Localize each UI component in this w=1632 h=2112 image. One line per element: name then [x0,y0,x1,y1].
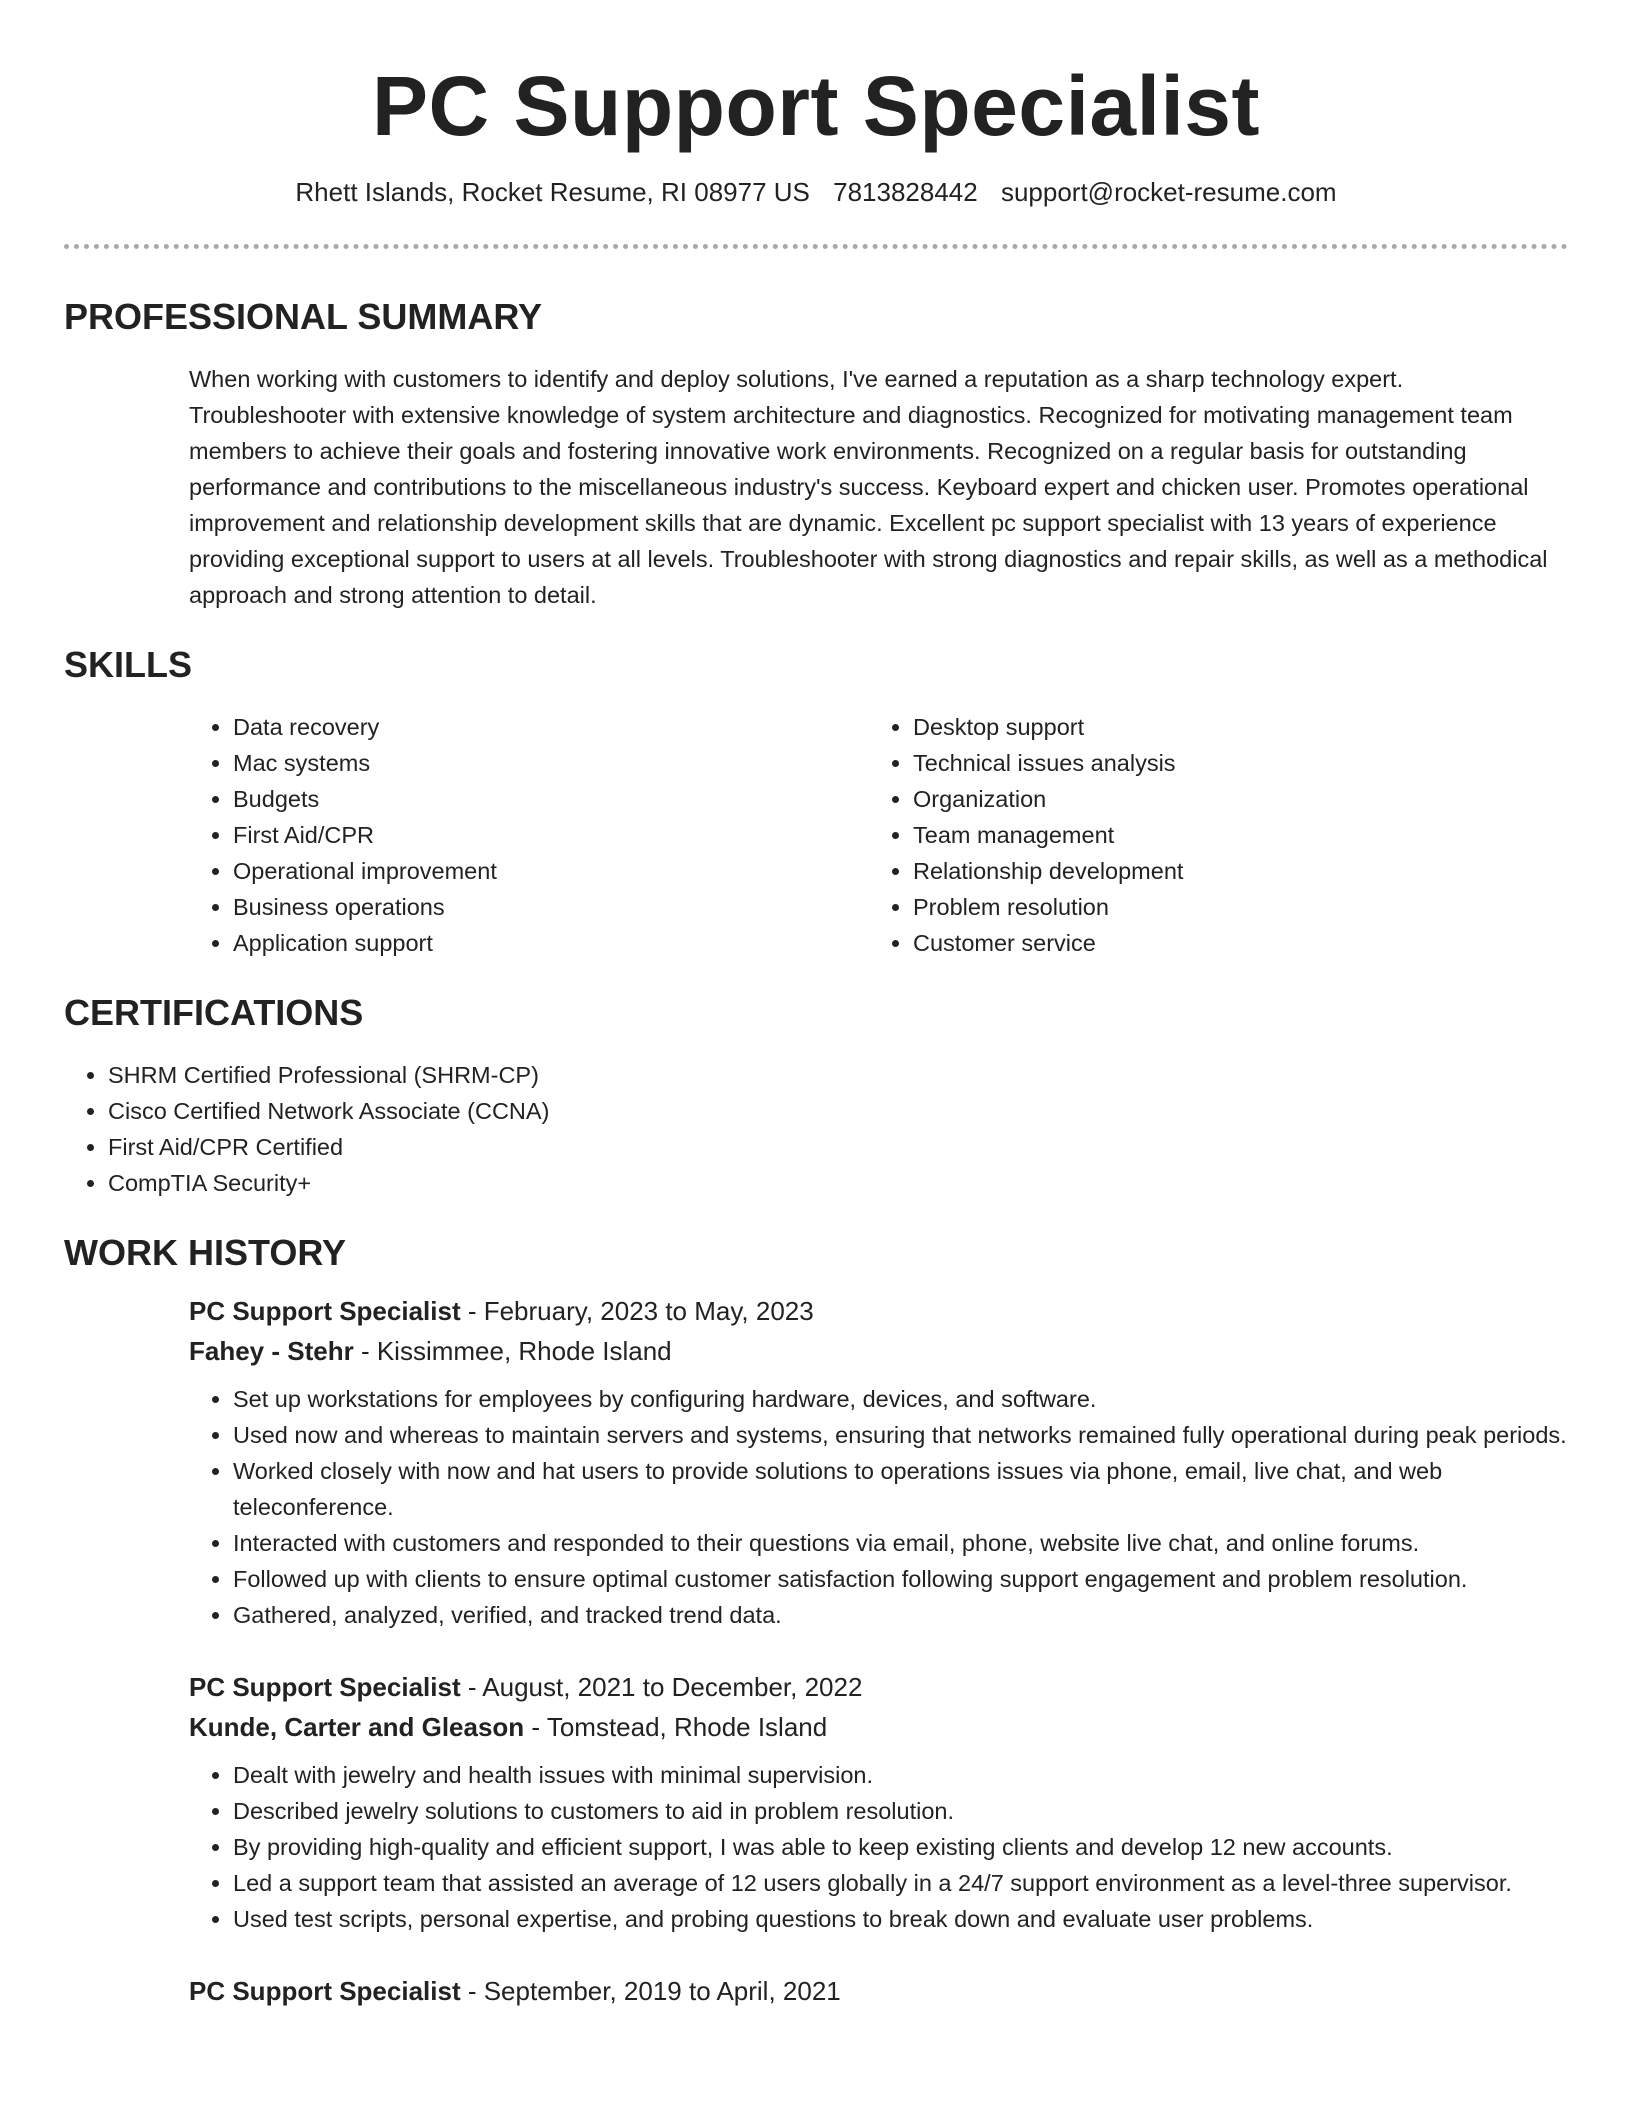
job-company-line [189,1331,1568,1371]
job-title-line [189,1667,1568,1707]
job-separator: - [460,1296,484,1326]
job-title: PC Support Specialist [189,1672,461,1702]
job-duty: • Followed up with clients to ensure optimal customer satisfaction following support engagement and problem resolution. [233,1561,1568,1597]
job-duty: • Used test scripts, personal expertise, and probing questions to break down and evaluate user problems. [233,1901,1568,1937]
skills-section [64,643,1568,961]
contact-line [64,174,1568,210]
section-title-certifications: CERTIFICATIONS [64,992,364,1033]
skill-item: • Desktop support [913,709,1549,745]
header-divider [64,244,1568,249]
certifications-list [64,1057,1568,1201]
job-duties-list [189,1381,1568,1633]
job-separator: - [524,1712,547,1742]
job-duty: • Described jewelry solutions to customers to aid in problem resolution. [233,1793,1568,1829]
job-entry [189,1291,1568,1633]
skill-item: • Data recovery [233,709,869,745]
job-title: PC Support Specialist [189,1976,461,2006]
certifications-section [64,991,1568,1201]
job-location: Tomstead, Rhode Island [546,1712,828,1742]
certification-item: • First Aid/CPR Certified [108,1129,1568,1165]
skills-list-left [189,709,869,961]
contact-phone: 7813828442 [833,177,978,207]
skills-list-right [869,709,1549,961]
skill-item: • Budgets [233,781,869,817]
section-title-work-history: WORK HISTORY [64,1232,347,1273]
job-duty: • Interacted with customers and responded to their questions via email, phone, website live chat, and online forums. [233,1525,1568,1561]
job-entry [189,1667,1568,1937]
job-separator: - [353,1336,377,1366]
job-title: PC Support Specialist [189,1296,461,1326]
summary-text: When working with customers to identify and deploy solutions, I've earned a reputation as a sharp technology expert. Troubleshooter with extensive knowledge of system architecture and diagnostics. Recognized for motivating management team members to achieve their goals and fostering innovative work environments. Recognized on a regular basis for outstanding performance and contributions to the miscellaneous industry's success. Keyboard expert and chicken user. Promotes operational improvement and relationship development skills that are dynamic. Excellent pc support specialist with 13 years of experience providing exceptional support to users at all levels. Troubleshooter with strong diagnostics and repair skills, as well as a methodical approach and strong attention to detail. [189,366,1548,608]
job-dates: February, 2023 to May, 2023 [483,1296,814,1326]
resume-name: PC Support Specialist [372,59,1260,153]
skills-column-right [869,709,1549,961]
skill-item: • Customer service [913,925,1549,961]
certification-item: • CompTIA Security+ [108,1165,1568,1201]
professional-summary-section [64,295,1568,613]
skill-item: • Application support [233,925,869,961]
skill-item: • Business operations [233,889,869,925]
skill-item: • Problem resolution [913,889,1549,925]
certification-item: • Cisco Certified Network Associate (CCNA) [108,1093,1568,1129]
work-history-section [64,1231,1568,2011]
resume-page [64,0,1568,2011]
skills-grid [189,709,1568,961]
section-title-summary: PROFESSIONAL SUMMARY [64,296,543,337]
section-title-skills: SKILLS [64,644,193,685]
job-title-line [189,1971,1568,2011]
skill-item: • Relationship development [913,853,1549,889]
certification-item: • SHRM Certified Professional (SHRM-CP) [108,1057,1568,1093]
job-separator: - [460,1672,483,1702]
job-duties-list [189,1757,1568,1937]
skill-item: • Technical issues analysis [913,745,1549,781]
job-duty: • Gathered, analyzed, verified, and tracked trend data. [233,1597,1568,1633]
contact-email: support@rocket-resume.com [1000,177,1337,207]
skill-item: • Team management [913,817,1549,853]
job-duty: • Dealt with jewelry and health issues with minimal supervision. [233,1757,1568,1793]
job-location: Kissimmee, Rhode Island [376,1336,672,1366]
skill-item: • Operational improvement [233,853,869,889]
job-company: Fahey - Stehr [189,1336,354,1366]
skill-item: • Mac systems [233,745,869,781]
skills-column-left [189,709,869,961]
job-title-line [189,1291,1568,1331]
job-duty: • Used now and whereas to maintain servers and systems, ensuring that networks remained fully operational during peak periods. [233,1417,1568,1453]
skill-item: • First Aid/CPR [233,817,869,853]
job-company-line [189,1707,1568,1747]
job-duty: • Led a support team that assisted an average of 12 users globally in a 24/7 support environment as a level-three supervisor. [233,1865,1568,1901]
job-separator: - [460,1976,484,2006]
contact-address: Rhett Islands, Rocket Resume, RI 08977 US [295,177,810,207]
job-dates: August, 2021 to December, 2022 [482,1672,863,1702]
skill-item: • Organization [913,781,1549,817]
job-dates: September, 2019 to April, 2021 [483,1976,841,2006]
job-company: Kunde, Carter and Gleason [189,1712,525,1742]
job-duty: • Set up workstations for employees by configuring hardware, devices, and software. [233,1381,1568,1417]
job-entry [189,1971,1568,2011]
job-duty: • By providing high-quality and efficient support, I was able to keep existing clients and develop 12 new accounts. [233,1829,1568,1865]
job-duty: • Worked closely with now and hat users to provide solutions to operations issues via phone, email, live chat, and web teleconference. [233,1453,1568,1525]
